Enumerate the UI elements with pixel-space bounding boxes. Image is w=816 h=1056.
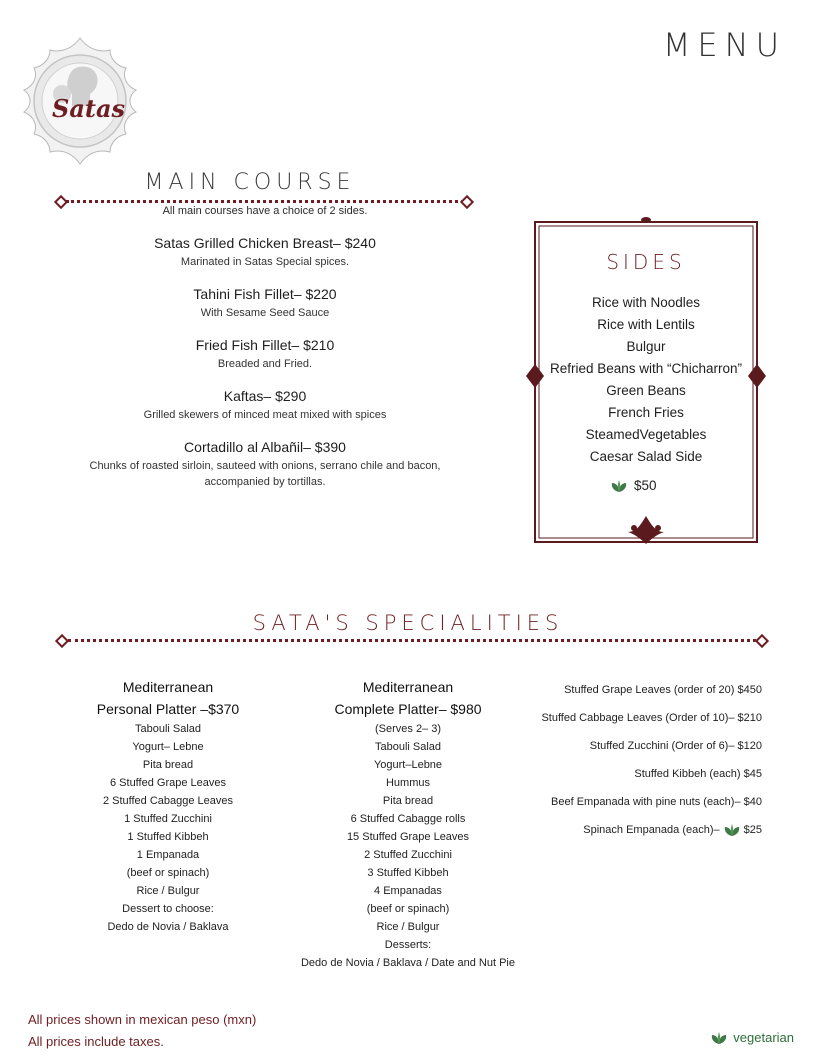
platter-line: Tabouli Salad [374, 741, 442, 753]
side-item: Green Beans [606, 383, 686, 398]
footer-currency-note: All prices shown in mexican peso (mxn) [28, 1012, 257, 1027]
platter-line: Desserts: [384, 939, 432, 951]
main-course-title: MAIN COURSE [144, 170, 356, 195]
platter-name: Mediterranean [122, 679, 214, 695]
main-item-name: Cortadillo al Albañil– $390 [184, 439, 346, 455]
platter-line: Pita bread [142, 759, 194, 771]
side-item: SteamedVegetables [585, 427, 707, 442]
complete-platter [298, 676, 518, 972]
page-title: MENU [662, 26, 786, 64]
extra-item: Stuffed Zucchini (Order of 6)– $120 [589, 740, 762, 752]
vegetarian-label: vegetarian [733, 1030, 794, 1045]
platter-line: Yogurt– Lebne [132, 741, 204, 753]
sides-title: SIDES [606, 250, 686, 274]
main-item [56, 439, 474, 490]
platter-line: Rice / Bulgur [376, 921, 440, 933]
personal-platter [85, 676, 251, 936]
main-item-desc: Grilled skewers of minced meat mixed with spices [143, 409, 387, 421]
platter-line: 4 Empanadas [374, 885, 442, 897]
rule-diamond-left [55, 634, 69, 648]
extra-item-label: Spinach Empanada (each)– [583, 824, 720, 836]
platter-line: 1 Stuffed Kibbeh [127, 831, 209, 843]
extra-item-price: $25 [743, 824, 762, 836]
platter-line: 1 Stuffed Zucchini [124, 813, 212, 825]
side-item: Rice with Noodles [591, 295, 701, 310]
leaf-icon [710, 1031, 728, 1045]
platter-line: 1 Empanada [136, 849, 200, 861]
specialities-title: SATA'S SPECIALITIES [252, 611, 564, 635]
platter-line: (beef or spinach) [126, 867, 210, 879]
rule-diamond-right [755, 634, 769, 648]
platter-name: Complete Platter– $980 [334, 701, 482, 717]
leaf-icon [610, 479, 628, 493]
logo [14, 36, 146, 166]
platter-line: 6 Stuffed Grape Leaves [110, 777, 226, 789]
platter-line: Dessert to choose: [122, 903, 214, 915]
platter-line: Dedo de Novia / Baklava / Date and Nut Pie [300, 957, 515, 969]
side-item: Refried Beans with “Chicharron” [549, 361, 743, 376]
main-item [60, 337, 470, 372]
platter-name: Mediterranean [362, 679, 454, 695]
main-item-desc: Chunks of roasted sirloin, sauteed with onions, serrano chile and bacon, accompanied by tortillas. [89, 460, 441, 488]
platter-line: Hummus [385, 777, 430, 789]
leaf-icon [723, 823, 741, 837]
platter-line: Dedo de Novia / Baklava [107, 921, 229, 933]
platter-line: 2 Stuffed Cabagge Leaves [102, 795, 234, 807]
sides-price: $50 [634, 478, 657, 493]
platter-line: 15 Stuffed Grape Leaves [346, 831, 470, 843]
side-item: French Fries [608, 405, 684, 420]
main-item [60, 388, 470, 423]
main-course-rule [66, 200, 464, 203]
footer-tax-note: All prices include taxes. [28, 1034, 164, 1049]
extra-item-spinach [512, 816, 762, 844]
platter-line: Tabouli Salad [134, 723, 202, 735]
platter-name: Personal Platter –$370 [96, 701, 240, 717]
platter-line: 2 Stuffed Zucchini [364, 849, 452, 861]
main-item-name: Satas Grilled Chicken Breast– $240 [154, 235, 376, 251]
main-item-desc: Breaded and Fried. [217, 358, 313, 370]
main-item [60, 235, 470, 270]
main-item-desc: Marinated in Satas Special spices. [180, 256, 350, 268]
main-course-note: All main courses have a choice of 2 sides. [162, 205, 368, 217]
main-item-desc: With Sesame Seed Sauce [200, 307, 330, 319]
specialities-rule [68, 639, 756, 642]
extra-item: Stuffed Cabbage Leaves (Order of 10)– $210 [541, 712, 762, 724]
sides-list [533, 292, 759, 468]
platter-line: Rice / Bulgur [136, 885, 200, 897]
side-item: Bulgur [626, 339, 666, 354]
sides-price-row [610, 478, 657, 493]
main-item-name: Tahini Fish Fillet– $220 [193, 286, 337, 302]
extra-item: Beef Empanada with pine nuts (each)– $40 [551, 796, 762, 808]
platter-line: 6 Stuffed Cabagge rolls [350, 813, 466, 825]
logo-text: Satas [52, 94, 126, 123]
main-item [60, 286, 470, 321]
vegetarian-legend [710, 1030, 794, 1045]
side-item: Rice with Lentils [597, 317, 695, 332]
extra-item: Stuffed Kibbeh (each) $45 [634, 768, 762, 780]
platter-serves: (Serves 2– 3) [374, 723, 442, 735]
platter-line: Yogurt–Lebne [373, 759, 443, 771]
platter-line: 3 Stuffed Kibbeh [367, 867, 449, 879]
main-item-name: Kaftas– $290 [223, 388, 307, 404]
main-item-name: Fried Fish Fillet– $210 [195, 337, 335, 353]
platter-line: Pita bread [382, 795, 434, 807]
platter-line: (beef or spinach) [366, 903, 450, 915]
extra-item: Stuffed Grape Leaves (order of 20) $450 [564, 684, 762, 696]
extras-list [512, 676, 762, 844]
side-item: Caesar Salad Side [589, 449, 703, 464]
